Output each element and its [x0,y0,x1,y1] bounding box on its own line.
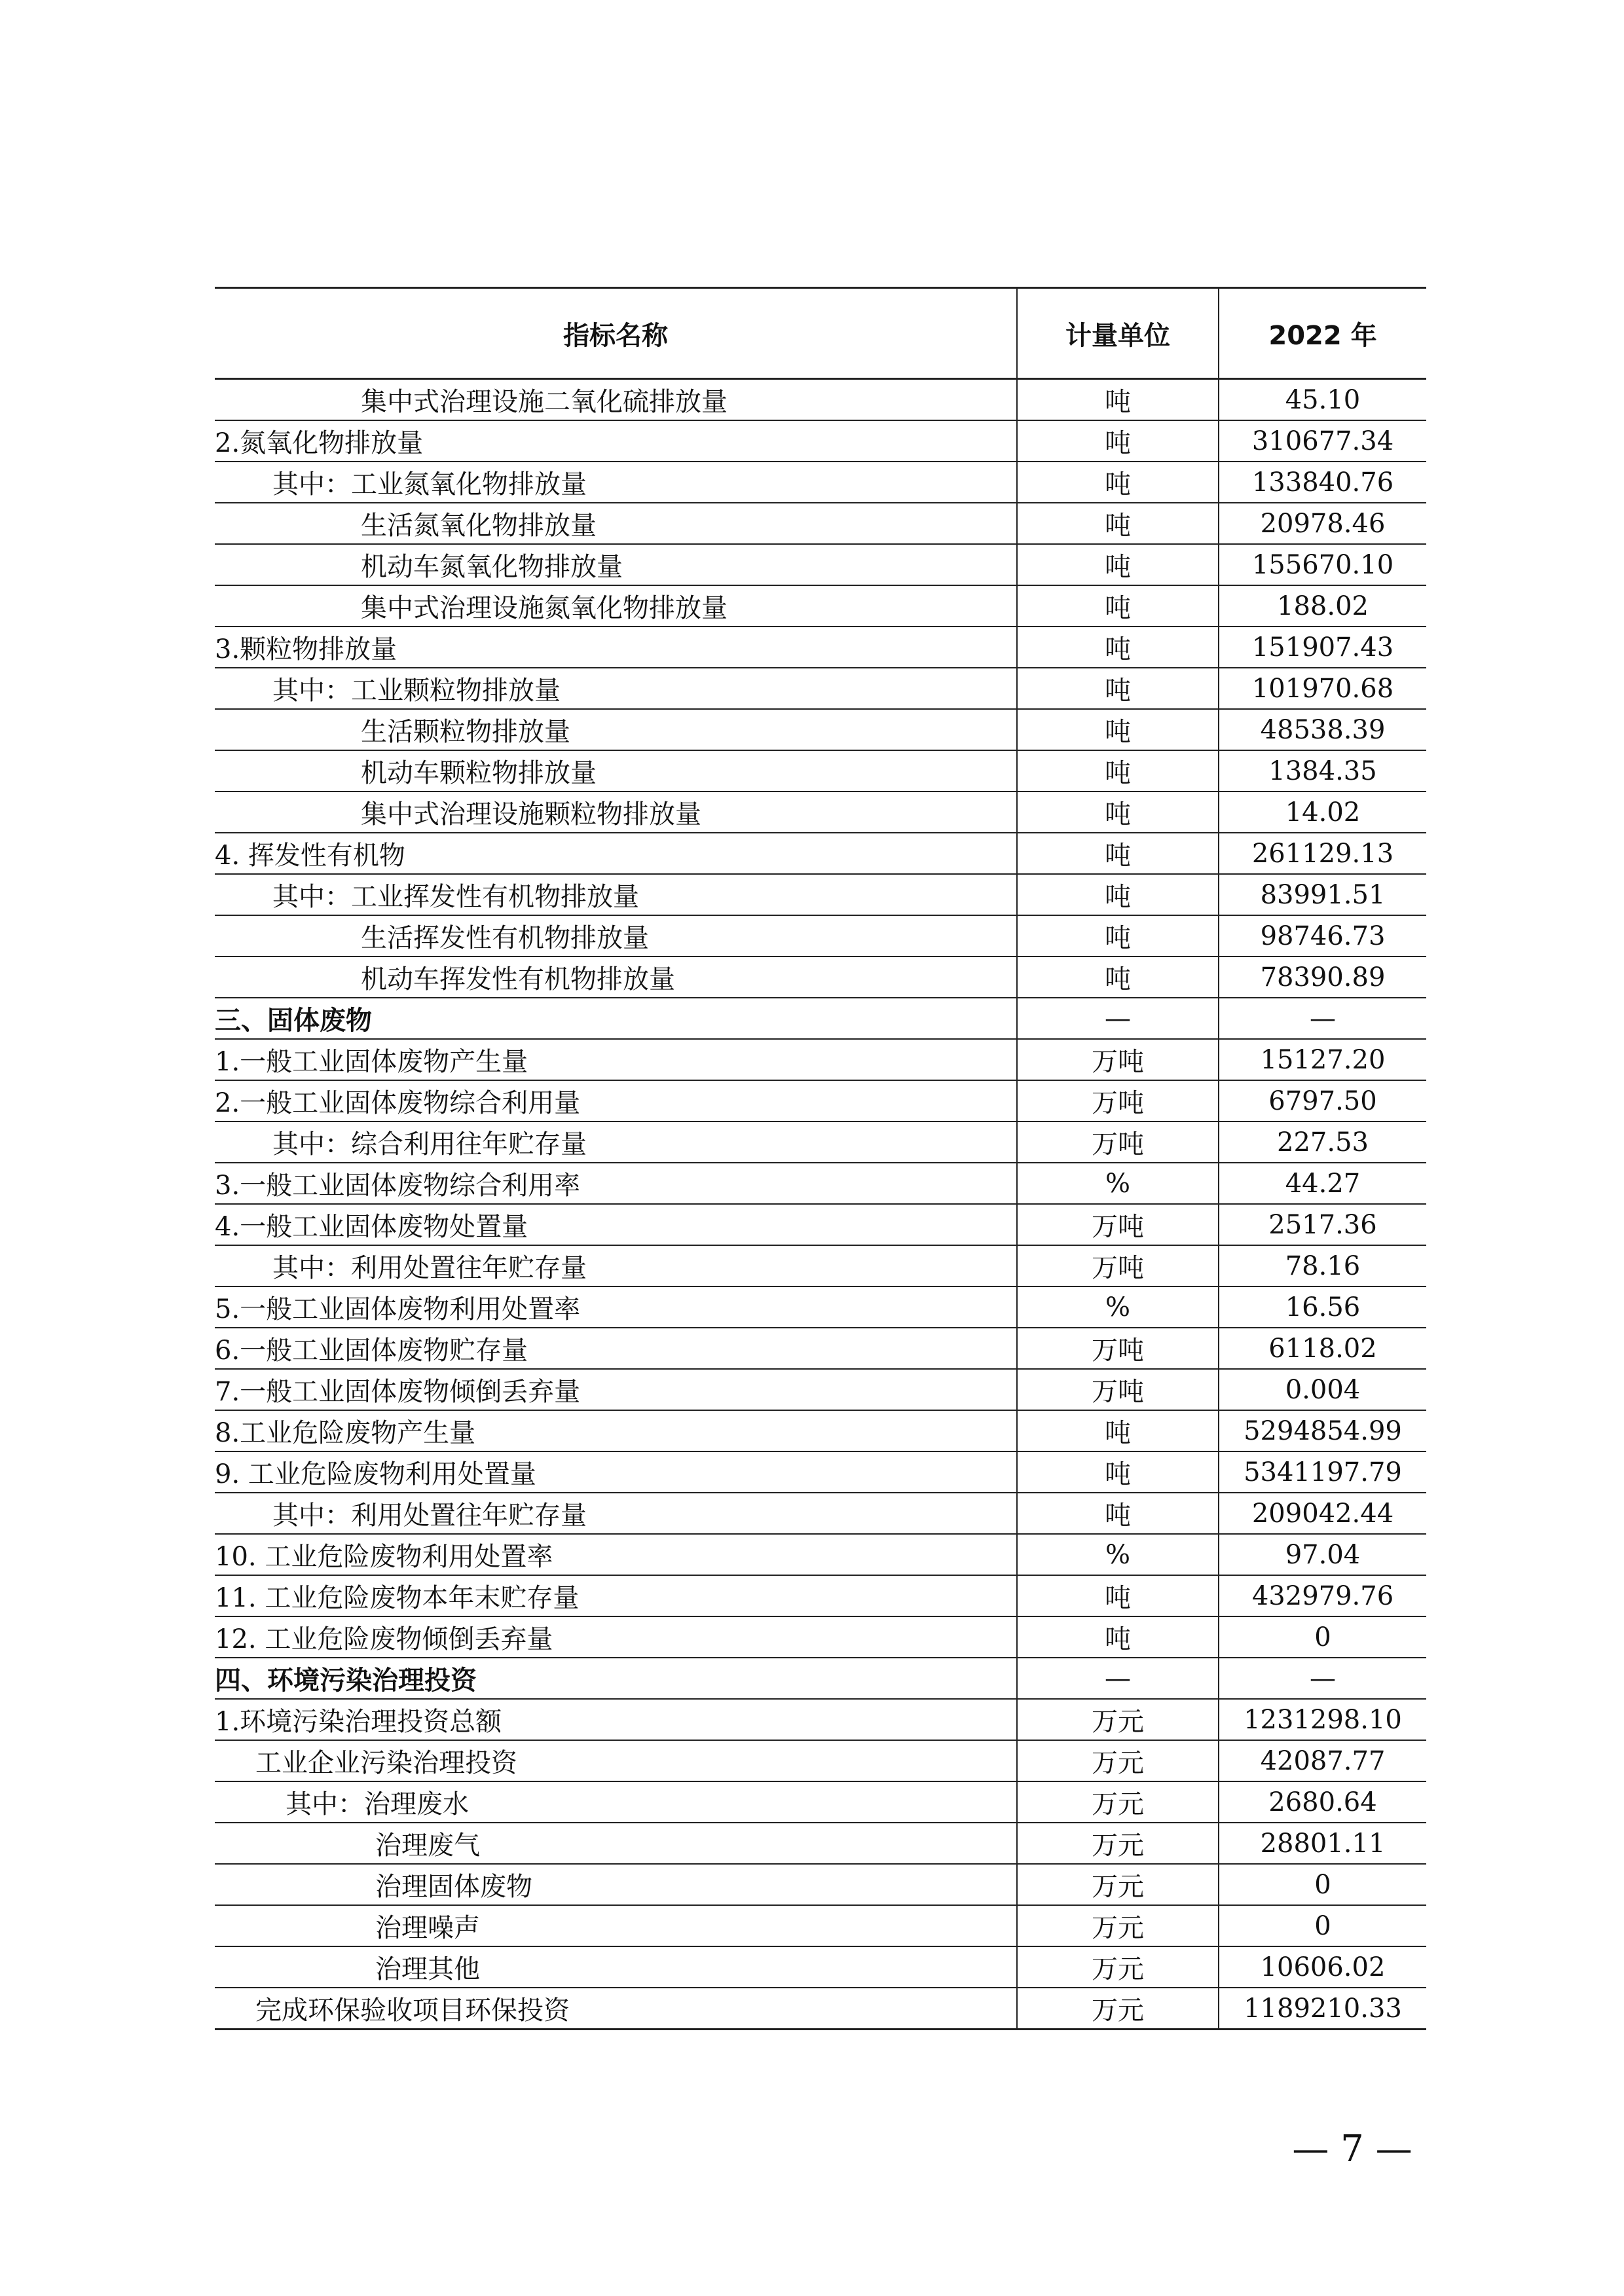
unit-cell: 万元 [1017,1699,1219,1740]
value-cell: 261129.13 [1219,833,1426,874]
table-row [215,1946,1426,1988]
unit-cell: 万吨 [1017,1328,1219,1369]
indicator-name-cell: 5.一般工业固体废物利用处置率 [215,1286,1017,1328]
unit-cell: 吨 [1017,503,1219,544]
unit-cell: 万吨 [1017,1369,1219,1410]
value-cell: 16.56 [1219,1286,1426,1328]
indicator-name-cell: 其中：综合利用往年贮存量 [215,1121,1017,1163]
unit-cell: 吨 [1017,957,1219,998]
header-indicator-name: 指标名称 [215,288,1017,379]
value-cell: 209042.44 [1219,1493,1426,1534]
unit-cell: 万吨 [1017,1121,1219,1163]
indicator-name-cell: 2.一般工业固体废物综合利用量 [215,1080,1017,1121]
unit-cell: — [1017,1658,1219,1699]
table-row [215,750,1426,792]
indicator-name-cell: 工业企业污染治理投资 [215,1740,1017,1781]
value-cell: 14.02 [1219,792,1426,833]
value-cell: 155670.10 [1219,544,1426,585]
value-cell: 2680.64 [1219,1781,1426,1823]
table-row [215,1740,1426,1781]
section-row [215,998,1426,1039]
unit-cell: 吨 [1017,915,1219,957]
table-row [215,420,1426,462]
unit-cell: 万元 [1017,1905,1219,1946]
table-row [215,1039,1426,1080]
indicator-name-cell: 1.一般工业固体废物产生量 [215,1039,1017,1080]
indicator-name-cell: 8.工业危险废物产生量 [215,1410,1017,1451]
value-cell: 20978.46 [1219,503,1426,544]
indicator-name-cell: 集中式治理设施二氧化硫排放量 [215,379,1017,421]
indicator-name-cell: 其中：治理废水 [215,1781,1017,1823]
unit-cell: 吨 [1017,1575,1219,1616]
table-row [215,1493,1426,1534]
value-cell: 5294854.99 [1219,1410,1426,1451]
indicator-name-cell: 其中：工业氮氧化物排放量 [215,462,1017,503]
unit-cell: 万吨 [1017,1245,1219,1286]
unit-cell: 吨 [1017,1451,1219,1493]
value-cell: 0 [1219,1616,1426,1658]
value-cell: 133840.76 [1219,462,1426,503]
indicator-name-cell: 10. 工业危险废物利用处置率 [215,1534,1017,1575]
value-cell: 0 [1219,1905,1426,1946]
table-row [215,1823,1426,1864]
table-row [215,1121,1426,1163]
table-header [215,288,1426,379]
table-row [215,833,1426,874]
value-cell: 6797.50 [1219,1080,1426,1121]
unit-cell: 万吨 [1017,1204,1219,1245]
value-cell: 227.53 [1219,1121,1426,1163]
table-row [215,1328,1426,1369]
table-row [215,1905,1426,1946]
value-cell: 1231298.10 [1219,1699,1426,1740]
value-cell: 45.10 [1219,379,1426,421]
table-row [215,1286,1426,1328]
table-row [215,462,1426,503]
indicator-name-cell: 3.一般工业固体废物综合利用率 [215,1163,1017,1204]
unit-cell: % [1017,1163,1219,1204]
unit-cell: 吨 [1017,1616,1219,1658]
value-cell: 1189210.33 [1219,1988,1426,2030]
unit-cell: 万元 [1017,1781,1219,1823]
table-body [215,379,1426,2030]
value-cell: 48538.39 [1219,709,1426,750]
indicator-name-cell: 生活氮氧化物排放量 [215,503,1017,544]
unit-cell: 吨 [1017,709,1219,750]
unit-cell: 吨 [1017,1493,1219,1534]
table-row [215,1616,1426,1658]
unit-cell: 吨 [1017,462,1219,503]
value-cell: 42087.77 [1219,1740,1426,1781]
unit-cell: 吨 [1017,874,1219,915]
value-cell: 98746.73 [1219,915,1426,957]
indicator-name-cell: 12. 工业危险废物倾倒丢弃量 [215,1616,1017,1658]
table-row [215,585,1426,627]
value-cell: 1384.35 [1219,750,1426,792]
indicator-name-cell: 3.颗粒物排放量 [215,627,1017,668]
unit-cell: 万吨 [1017,1080,1219,1121]
table-row [215,874,1426,915]
unit-cell: 吨 [1017,668,1219,709]
table-row [215,1988,1426,2030]
unit-cell: 吨 [1017,379,1219,421]
unit-cell: 万元 [1017,1823,1219,1864]
unit-cell: 万吨 [1017,1039,1219,1080]
table-row [215,503,1426,544]
indicator-name-cell: 生活颗粒物排放量 [215,709,1017,750]
table-row [215,1204,1426,1245]
indicator-name-cell: 治理废气 [215,1823,1017,1864]
value-cell: 28801.11 [1219,1823,1426,1864]
table-row [215,1575,1426,1616]
value-cell: 10606.02 [1219,1946,1426,1988]
unit-cell: 万元 [1017,1864,1219,1905]
indicator-name-cell: 治理噪声 [215,1905,1017,1946]
value-cell: 2517.36 [1219,1204,1426,1245]
indicator-name-cell: 1.环境污染治理投资总额 [215,1699,1017,1740]
table-row [215,709,1426,750]
value-cell: 432979.76 [1219,1575,1426,1616]
table-row [215,1410,1426,1451]
table-row [215,1534,1426,1575]
unit-cell: 吨 [1017,750,1219,792]
section-row [215,1658,1426,1699]
value-cell: 5341197.79 [1219,1451,1426,1493]
value-cell: 44.27 [1219,1163,1426,1204]
indicator-name-cell: 治理固体废物 [215,1864,1017,1905]
indicator-name-cell: 4.一般工业固体废物处置量 [215,1204,1017,1245]
table-row [215,1163,1426,1204]
table-row [215,1699,1426,1740]
table-row [215,627,1426,668]
unit-cell: 万元 [1017,1946,1219,1988]
statistics-table [215,287,1426,2030]
value-cell: 6118.02 [1219,1328,1426,1369]
indicator-name-cell: 7.一般工业固体废物倾倒丢弃量 [215,1369,1017,1410]
indicator-name-cell: 生活挥发性有机物排放量 [215,915,1017,957]
unit-cell: % [1017,1286,1219,1328]
unit-cell: 吨 [1017,1410,1219,1451]
indicator-name-cell: 四、环境污染治理投资 [215,1658,1017,1699]
value-cell: 78.16 [1219,1245,1426,1286]
value-cell: 78390.89 [1219,957,1426,998]
indicator-name-cell: 2.氮氧化物排放量 [215,420,1017,462]
unit-cell: — [1017,998,1219,1039]
value-cell: 83991.51 [1219,874,1426,915]
value-cell: 310677.34 [1219,420,1426,462]
unit-cell: 吨 [1017,627,1219,668]
value-cell: 188.02 [1219,585,1426,627]
table-row [215,1864,1426,1905]
table-row [215,792,1426,833]
indicator-name-cell: 集中式治理设施颗粒物排放量 [215,792,1017,833]
indicator-name-cell: 4. 挥发性有机物 [215,833,1017,874]
indicator-name-cell: 完成环保验收项目环保投资 [215,1988,1017,2030]
value-cell: 151907.43 [1219,627,1426,668]
value-cell: — [1219,1658,1426,1699]
indicator-name-cell: 6.一般工业固体废物贮存量 [215,1328,1017,1369]
indicator-name-cell: 11. 工业危险废物本年末贮存量 [215,1575,1017,1616]
unit-cell: % [1017,1534,1219,1575]
indicator-name-cell: 其中：利用处置往年贮存量 [215,1245,1017,1286]
indicator-name-cell: 其中：利用处置往年贮存量 [215,1493,1017,1534]
indicator-name-cell: 9. 工业危险废物利用处置量 [215,1451,1017,1493]
table-row [215,544,1426,585]
table-row [215,1781,1426,1823]
indicator-name-cell: 机动车氮氧化物排放量 [215,544,1017,585]
unit-cell: 吨 [1017,544,1219,585]
indicator-name-cell: 三、固体废物 [215,998,1017,1039]
table-row [215,957,1426,998]
unit-cell: 万元 [1017,1988,1219,2030]
value-cell: 0.004 [1219,1369,1426,1410]
table-row [215,1451,1426,1493]
header-unit: 计量单位 [1017,288,1219,379]
value-cell: — [1219,998,1426,1039]
header-year: 2022 年 [1219,288,1426,379]
indicator-name-cell: 集中式治理设施氮氧化物排放量 [215,585,1017,627]
page-number: — 7 — [1292,2128,1412,2170]
table-row [215,1369,1426,1410]
header-row [215,288,1426,379]
value-cell: 15127.20 [1219,1039,1426,1080]
unit-cell: 吨 [1017,585,1219,627]
indicator-name-cell: 机动车挥发性有机物排放量 [215,957,1017,998]
value-cell: 0 [1219,1864,1426,1905]
table-row [215,1080,1426,1121]
unit-cell: 吨 [1017,792,1219,833]
value-cell: 97.04 [1219,1534,1426,1575]
unit-cell: 吨 [1017,833,1219,874]
unit-cell: 万元 [1017,1740,1219,1781]
indicator-name-cell: 治理其他 [215,1946,1017,1988]
table-row [215,379,1426,421]
table-row [215,915,1426,957]
unit-cell: 吨 [1017,420,1219,462]
table-row [215,1245,1426,1286]
indicator-name-cell: 机动车颗粒物排放量 [215,750,1017,792]
table-row [215,668,1426,709]
indicator-name-cell: 其中：工业挥发性有机物排放量 [215,874,1017,915]
value-cell: 101970.68 [1219,668,1426,709]
indicator-name-cell: 其中：工业颗粒物排放量 [215,668,1017,709]
